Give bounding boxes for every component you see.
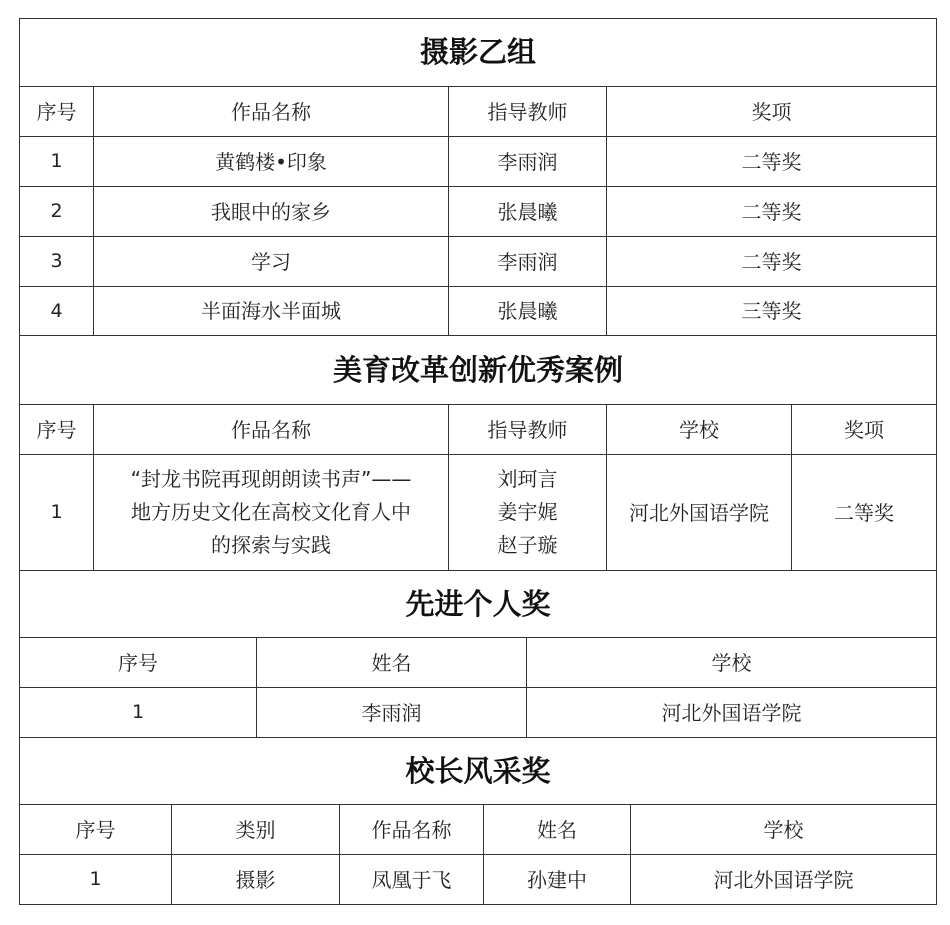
row-work: 凤凰于飞: [340, 855, 484, 905]
section-title: 美育改革创新优秀案例: [20, 336, 937, 405]
row-name: 李雨润: [257, 688, 527, 738]
teacher-name: 赵子璇: [497, 533, 558, 557]
header-work: 作品名称: [94, 405, 449, 455]
header-name: 姓名: [484, 805, 631, 855]
header-school: 学校: [631, 805, 937, 855]
header-no: 序号: [20, 405, 94, 455]
header-teacher: 指导教师: [449, 405, 607, 455]
header-award: 奖项: [792, 405, 937, 455]
row-teacher: 张晨曦: [449, 187, 607, 237]
header-work: 作品名称: [94, 87, 449, 137]
row-award: 三等奖: [607, 287, 937, 336]
row-no: 4: [20, 287, 94, 336]
teacher-name: 刘珂言: [497, 467, 558, 491]
section-title: 校长风采奖: [20, 738, 937, 805]
row-award: 二等奖: [607, 187, 937, 237]
header-no: 序号: [20, 87, 94, 137]
header-name: 姓名: [257, 638, 527, 688]
principal-style-table: [19, 737, 937, 905]
row-no: 1: [20, 688, 257, 738]
header-school: 学校: [527, 638, 937, 688]
header-work: 作品名称: [340, 805, 484, 855]
header-no: 序号: [20, 805, 172, 855]
section-title-row: [20, 19, 937, 87]
row-work: 黄鹤楼•印象: [94, 137, 449, 187]
row-category: 摄影: [172, 855, 340, 905]
header-row: [20, 638, 937, 688]
row-award: 二等奖: [607, 137, 937, 187]
section-title-row: [20, 738, 937, 805]
work-line: 的探索与实践: [211, 533, 331, 557]
section-title-row: [20, 571, 937, 638]
table-row: [20, 287, 937, 336]
header-teacher: 指导教师: [449, 87, 607, 137]
row-no: 3: [20, 237, 94, 287]
table-row: [20, 455, 937, 571]
row-award: 二等奖: [792, 455, 937, 571]
section-title: 先进个人奖: [20, 571, 937, 638]
advanced-individual-table: [19, 570, 937, 738]
section-title-row: [20, 336, 937, 405]
table-row: [20, 187, 937, 237]
row-teacher: 李雨润: [449, 137, 607, 187]
row-no: 2: [20, 187, 94, 237]
row-teacher: 张晨曦: [449, 287, 607, 336]
row-no: 1: [20, 137, 94, 187]
row-work: [94, 455, 449, 571]
header-no: 序号: [20, 638, 257, 688]
section-aesthetic-education-cases: [19, 335, 936, 571]
header-category: 类别: [172, 805, 340, 855]
row-teachers: [449, 455, 607, 571]
section-photography-b: [19, 18, 936, 336]
header-row: [20, 805, 937, 855]
teacher-name: 姜宇娓: [497, 500, 558, 524]
aesthetic-cases-table: [19, 335, 937, 571]
row-award: 二等奖: [607, 237, 937, 287]
work-line: 地方历史文化在高校文化育人中: [131, 500, 411, 524]
table-row: [20, 237, 937, 287]
row-name: 孙建中: [484, 855, 631, 905]
row-teacher: 李雨润: [449, 237, 607, 287]
header-award: 奖项: [607, 87, 937, 137]
table-row: [20, 855, 937, 905]
table-row: [20, 688, 937, 738]
section-advanced-individual: [19, 570, 936, 738]
row-no: 1: [20, 855, 172, 905]
row-work: 半面海水半面城: [94, 287, 449, 336]
row-school: 河北外国语学院: [607, 455, 792, 571]
section-principal-style: [19, 737, 936, 905]
row-no: 1: [20, 455, 94, 571]
header-school: 学校: [607, 405, 792, 455]
header-row: [20, 87, 937, 137]
row-school: 河北外国语学院: [527, 688, 937, 738]
photography-b-table: [19, 18, 937, 336]
row-work: 我眼中的家乡: [94, 187, 449, 237]
table-row: [20, 137, 937, 187]
work-line: “封龙书院再现朗朗读书声”——: [130, 467, 412, 491]
row-school: 河北外国语学院: [631, 855, 937, 905]
row-work: 学习: [94, 237, 449, 287]
section-title: 摄影乙组: [20, 19, 937, 87]
header-row: [20, 405, 937, 455]
